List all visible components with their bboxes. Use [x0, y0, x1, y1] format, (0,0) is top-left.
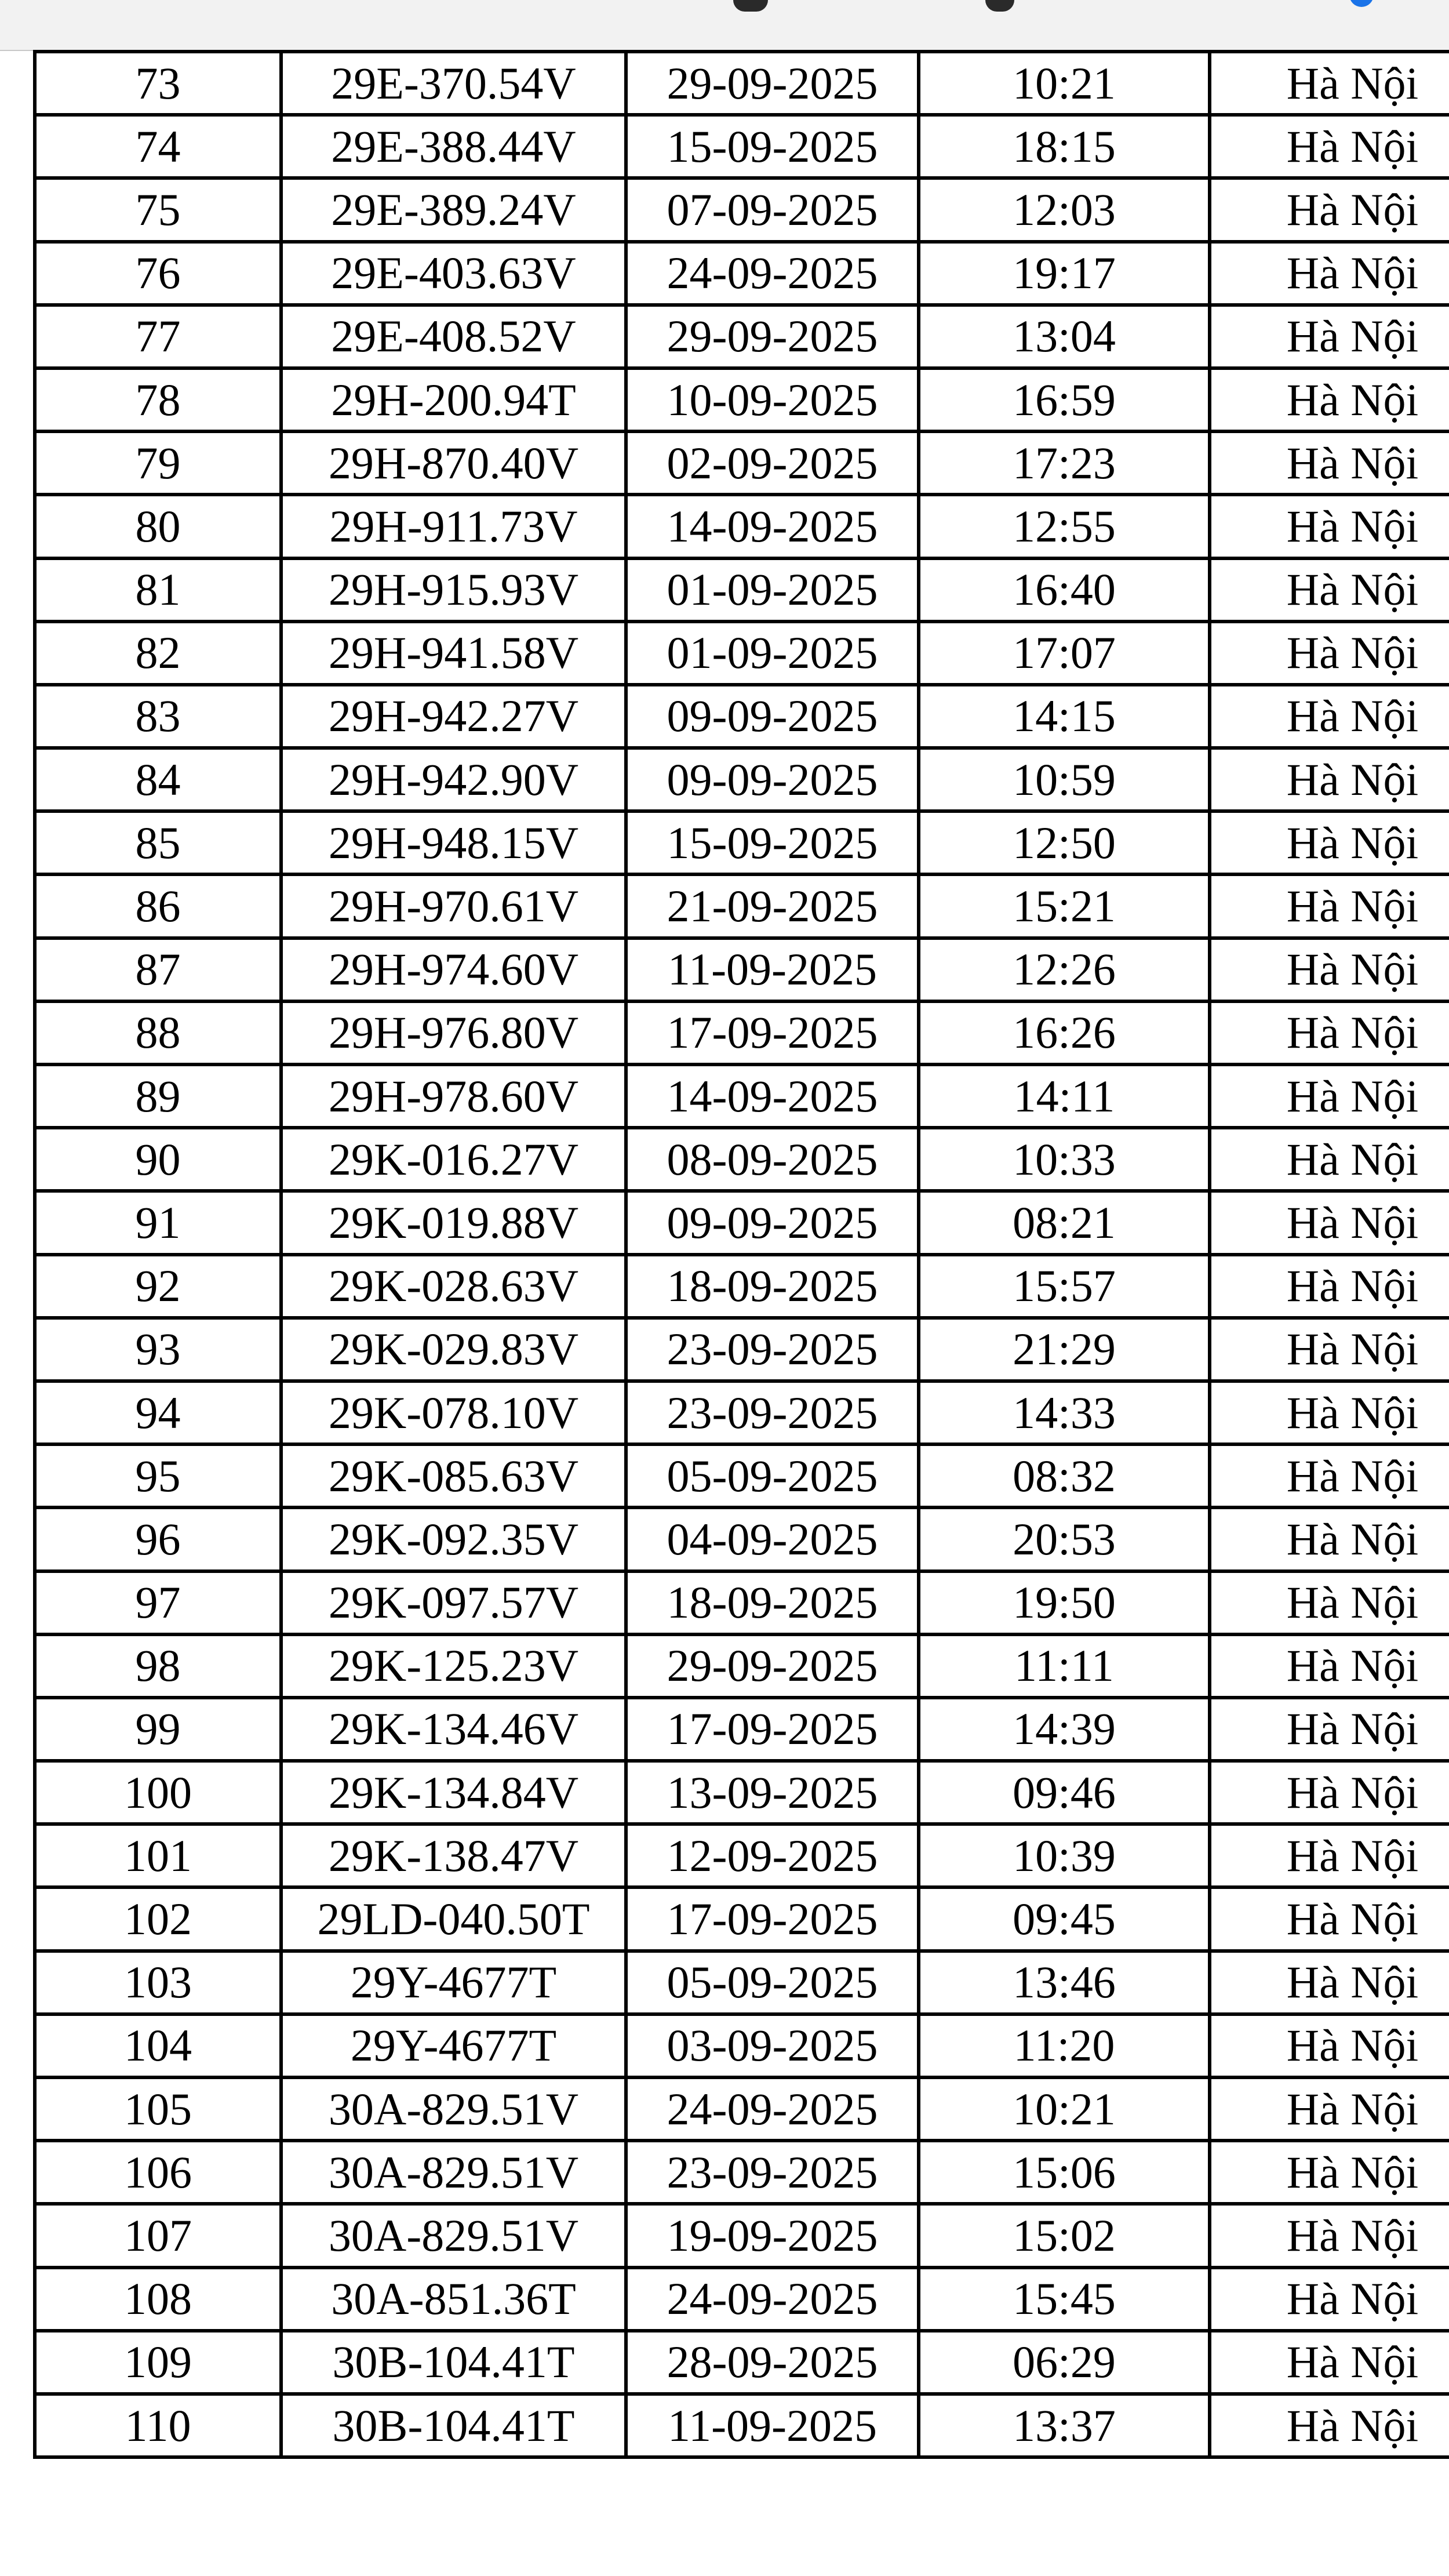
row-number-cell: 80: [35, 495, 281, 558]
license-plate-cell: 29H-915.93V: [281, 558, 626, 622]
row-number-cell: 100: [35, 1761, 281, 1824]
row-number-cell: 83: [35, 685, 281, 748]
date-cell: 17-09-2025: [626, 1698, 919, 1761]
table-row: [35, 1381, 1449, 1444]
row-number-cell: 108: [35, 2268, 281, 2331]
toolbar-partial-icon[interactable]: [1349, 0, 1374, 7]
row-number-cell: 86: [35, 874, 281, 938]
table-row: [35, 938, 1449, 1001]
time-cell: 08:32: [919, 1444, 1210, 1507]
time-cell: 15:21: [919, 874, 1210, 938]
table-row: [35, 431, 1449, 495]
row-number-cell: 101: [35, 1824, 281, 1887]
location-cell: Hà Nội: [1210, 2268, 1449, 2331]
row-number-cell: 91: [35, 1191, 281, 1254]
time-cell: 12:50: [919, 811, 1210, 874]
date-cell: 15-09-2025: [626, 811, 919, 874]
license-plate-cell: 29K-078.10V: [281, 1381, 626, 1444]
location-cell: Hà Nội: [1210, 685, 1449, 748]
location-cell: Hà Nội: [1210, 115, 1449, 178]
license-plate-cell: 29H-942.90V: [281, 748, 626, 811]
table-row: [35, 1887, 1449, 1950]
date-cell: 09-09-2025: [626, 748, 919, 811]
time-cell: 09:46: [919, 1761, 1210, 1824]
violations-table-body: [35, 52, 1449, 2457]
license-plate-cell: 29K-028.63V: [281, 1255, 626, 1318]
license-plate-cell: 29LD-040.50T: [281, 1887, 626, 1950]
row-number-cell: 84: [35, 748, 281, 811]
table-row: [35, 1951, 1449, 2014]
date-cell: 17-09-2025: [626, 1887, 919, 1950]
time-cell: 15:06: [919, 2141, 1210, 2204]
time-cell: 10:59: [919, 748, 1210, 811]
license-plate-cell: 29H-974.60V: [281, 938, 626, 1001]
license-plate-cell: 29H-200.94T: [281, 368, 626, 431]
row-number-cell: 110: [35, 2394, 281, 2457]
table-row: [35, 558, 1449, 622]
time-cell: 14:33: [919, 1381, 1210, 1444]
table-row: [35, 52, 1449, 115]
location-cell: Hà Nội: [1210, 495, 1449, 558]
location-cell: Hà Nội: [1210, 558, 1449, 622]
row-number-cell: 90: [35, 1128, 281, 1191]
license-plate-cell: 29Y-4677T: [281, 2014, 626, 2077]
table-row: [35, 1255, 1449, 1318]
row-number-cell: 103: [35, 1951, 281, 2014]
date-cell: 29-09-2025: [626, 305, 919, 368]
table-row: [35, 1824, 1449, 1887]
date-cell: 05-09-2025: [626, 1951, 919, 2014]
table-row: [35, 178, 1449, 241]
location-cell: Hà Nội: [1210, 1761, 1449, 1824]
location-cell: Hà Nội: [1210, 1634, 1449, 1698]
row-number-cell: 74: [35, 115, 281, 178]
row-number-cell: 75: [35, 178, 281, 241]
table-row: [35, 811, 1449, 874]
date-cell: 11-09-2025: [626, 2394, 919, 2457]
date-cell: 21-09-2025: [626, 874, 919, 938]
license-plate-cell: 29K-134.84V: [281, 1761, 626, 1824]
time-cell: 11:20: [919, 2014, 1210, 2077]
license-plate-cell: 29E-388.44V: [281, 115, 626, 178]
date-cell: 14-09-2025: [626, 495, 919, 558]
table-row: [35, 685, 1449, 748]
location-cell: Hà Nội: [1210, 1571, 1449, 1634]
violations-table: [33, 50, 1449, 2459]
location-cell: Hà Nội: [1210, 622, 1449, 685]
row-number-cell: 92: [35, 1255, 281, 1318]
time-cell: 10:21: [919, 52, 1210, 115]
date-cell: 23-09-2025: [626, 1318, 919, 1381]
date-cell: 10-09-2025: [626, 368, 919, 431]
table-row: [35, 1001, 1449, 1064]
location-cell: Hà Nội: [1210, 1381, 1449, 1444]
time-cell: 10:39: [919, 1824, 1210, 1887]
document-viewport[interactable]: [0, 50, 1449, 2576]
location-cell: Hà Nội: [1210, 1255, 1449, 1318]
license-plate-cell: 29K-085.63V: [281, 1444, 626, 1507]
license-plate-cell: 30A-829.51V: [281, 2077, 626, 2141]
table-row: [35, 874, 1449, 938]
license-plate-cell: 29K-016.27V: [281, 1128, 626, 1191]
time-cell: 13:04: [919, 305, 1210, 368]
time-cell: 18:15: [919, 115, 1210, 178]
table-row: [35, 1318, 1449, 1381]
row-number-cell: 73: [35, 52, 281, 115]
license-plate-cell: 29Y-4677T: [281, 1951, 626, 2014]
date-cell: 13-09-2025: [626, 1761, 919, 1824]
location-cell: Hà Nội: [1210, 1191, 1449, 1254]
license-plate-cell: 29K-019.88V: [281, 1191, 626, 1254]
table-row: [35, 368, 1449, 431]
license-plate-cell: 29E-408.52V: [281, 305, 626, 368]
time-cell: 16:59: [919, 368, 1210, 431]
time-cell: 09:45: [919, 1887, 1210, 1950]
time-cell: 14:39: [919, 1698, 1210, 1761]
date-cell: 23-09-2025: [626, 1381, 919, 1444]
date-cell: 12-09-2025: [626, 1824, 919, 1887]
location-cell: Hà Nội: [1210, 1001, 1449, 1064]
table-row: [35, 2268, 1449, 2331]
table-row: [35, 2331, 1449, 2394]
row-number-cell: 99: [35, 1698, 281, 1761]
license-plate-cell: 29K-097.57V: [281, 1571, 626, 1634]
location-cell: Hà Nội: [1210, 2077, 1449, 2141]
table-row: [35, 1698, 1449, 1761]
license-plate-cell: 29K-029.83V: [281, 1318, 626, 1381]
time-cell: 21:29: [919, 1318, 1210, 1381]
table-row: [35, 242, 1449, 305]
time-cell: 12:26: [919, 938, 1210, 1001]
top-toolbar-strip: [0, 0, 1449, 51]
date-cell: 29-09-2025: [626, 1634, 919, 1698]
location-cell: Hà Nội: [1210, 1824, 1449, 1887]
date-cell: 02-09-2025: [626, 431, 919, 495]
time-cell: 13:37: [919, 2394, 1210, 2457]
time-cell: 15:57: [919, 1255, 1210, 1318]
time-cell: 11:11: [919, 1634, 1210, 1698]
location-cell: Hà Nội: [1210, 2141, 1449, 2204]
license-plate-cell: 29H-911.73V: [281, 495, 626, 558]
time-cell: 15:02: [919, 2204, 1210, 2267]
time-cell: 12:55: [919, 495, 1210, 558]
location-cell: Hà Nội: [1210, 1128, 1449, 1191]
license-plate-cell: 29H-941.58V: [281, 622, 626, 685]
license-plate-cell: 29K-138.47V: [281, 1824, 626, 1887]
location-cell: Hà Nội: [1210, 52, 1449, 115]
row-number-cell: 94: [35, 1381, 281, 1444]
date-cell: 14-09-2025: [626, 1064, 919, 1128]
row-number-cell: 77: [35, 305, 281, 368]
license-plate-cell: 30B-104.41T: [281, 2331, 626, 2394]
time-cell: 19:17: [919, 242, 1210, 305]
location-cell: Hà Nội: [1210, 2394, 1449, 2457]
table-row: [35, 1571, 1449, 1634]
date-cell: 01-09-2025: [626, 622, 919, 685]
time-cell: 12:03: [919, 178, 1210, 241]
time-cell: 14:15: [919, 685, 1210, 748]
date-cell: 05-09-2025: [626, 1444, 919, 1507]
time-cell: 19:50: [919, 1571, 1210, 1634]
date-cell: 09-09-2025: [626, 1191, 919, 1254]
date-cell: 08-09-2025: [626, 1128, 919, 1191]
date-cell: 24-09-2025: [626, 2077, 919, 2141]
time-cell: 17:07: [919, 622, 1210, 685]
location-cell: Hà Nội: [1210, 1698, 1449, 1761]
date-cell: 24-09-2025: [626, 2268, 919, 2331]
license-plate-cell: 30A-851.36T: [281, 2268, 626, 2331]
table-row: [35, 115, 1449, 178]
location-cell: Hà Nội: [1210, 811, 1449, 874]
license-plate-cell: 29H-976.80V: [281, 1001, 626, 1064]
date-cell: 24-09-2025: [626, 242, 919, 305]
table-row: [35, 305, 1449, 368]
license-plate-cell: 29H-870.40V: [281, 431, 626, 495]
time-cell: 15:45: [919, 2268, 1210, 2331]
table-row: [35, 1128, 1449, 1191]
date-cell: 04-09-2025: [626, 1507, 919, 1571]
location-cell: Hà Nội: [1210, 1887, 1449, 1950]
license-plate-cell: 29E-370.54V: [281, 52, 626, 115]
license-plate-cell: 29H-948.15V: [281, 811, 626, 874]
location-cell: Hà Nội: [1210, 1064, 1449, 1128]
table-row: [35, 748, 1449, 811]
table-row: [35, 2141, 1449, 2204]
time-cell: 14:11: [919, 1064, 1210, 1128]
row-number-cell: 79: [35, 431, 281, 495]
row-number-cell: 107: [35, 2204, 281, 2267]
table-row: [35, 2204, 1449, 2267]
location-cell: Hà Nội: [1210, 368, 1449, 431]
date-cell: 07-09-2025: [626, 178, 919, 241]
row-number-cell: 95: [35, 1444, 281, 1507]
table-row: [35, 2014, 1449, 2077]
time-cell: 06:29: [919, 2331, 1210, 2394]
license-plate-cell: 29K-125.23V: [281, 1634, 626, 1698]
row-number-cell: 104: [35, 2014, 281, 2077]
row-number-cell: 82: [35, 622, 281, 685]
license-plate-cell: 29K-092.35V: [281, 1507, 626, 1571]
time-cell: 16:40: [919, 558, 1210, 622]
date-cell: 18-09-2025: [626, 1255, 919, 1318]
location-cell: Hà Nội: [1210, 431, 1449, 495]
license-plate-cell: 29H-942.27V: [281, 685, 626, 748]
location-cell: Hà Nội: [1210, 2331, 1449, 2394]
date-cell: 03-09-2025: [626, 2014, 919, 2077]
license-plate-cell: 29H-970.61V: [281, 874, 626, 938]
time-cell: 17:23: [919, 431, 1210, 495]
license-plate-cell: 30B-104.41T: [281, 2394, 626, 2457]
table-row: [35, 495, 1449, 558]
row-number-cell: 89: [35, 1064, 281, 1128]
table-row: [35, 1064, 1449, 1128]
row-number-cell: 81: [35, 558, 281, 622]
location-cell: Hà Nội: [1210, 874, 1449, 938]
row-number-cell: 97: [35, 1571, 281, 1634]
table-row: [35, 622, 1449, 685]
toolbar-partial-glyph: [733, 0, 768, 12]
location-cell: Hà Nội: [1210, 2014, 1449, 2077]
date-cell: 19-09-2025: [626, 2204, 919, 2267]
date-cell: 01-09-2025: [626, 558, 919, 622]
row-number-cell: 76: [35, 242, 281, 305]
time-cell: 10:33: [919, 1128, 1210, 1191]
location-cell: Hà Nội: [1210, 938, 1449, 1001]
time-cell: 13:46: [919, 1951, 1210, 2014]
license-plate-cell: 29H-978.60V: [281, 1064, 626, 1128]
row-number-cell: 105: [35, 2077, 281, 2141]
table-row: [35, 2077, 1449, 2141]
row-number-cell: 96: [35, 1507, 281, 1571]
date-cell: 29-09-2025: [626, 52, 919, 115]
date-cell: 15-09-2025: [626, 115, 919, 178]
date-cell: 18-09-2025: [626, 1571, 919, 1634]
date-cell: 11-09-2025: [626, 938, 919, 1001]
location-cell: Hà Nội: [1210, 1444, 1449, 1507]
table-row: [35, 1507, 1449, 1571]
location-cell: Hà Nội: [1210, 1318, 1449, 1381]
license-plate-cell: 29E-389.24V: [281, 178, 626, 241]
location-cell: Hà Nội: [1210, 242, 1449, 305]
table-row: [35, 1634, 1449, 1698]
time-cell: 08:21: [919, 1191, 1210, 1254]
location-cell: Hà Nội: [1210, 1951, 1449, 2014]
license-plate-cell: 29K-134.46V: [281, 1698, 626, 1761]
location-cell: Hà Nội: [1210, 748, 1449, 811]
row-number-cell: 88: [35, 1001, 281, 1064]
date-cell: 23-09-2025: [626, 2141, 919, 2204]
time-cell: 20:53: [919, 1507, 1210, 1571]
table-row: [35, 1191, 1449, 1254]
row-number-cell: 106: [35, 2141, 281, 2204]
location-cell: Hà Nội: [1210, 2204, 1449, 2267]
license-plate-cell: 30A-829.51V: [281, 2141, 626, 2204]
table-row: [35, 2394, 1449, 2457]
row-number-cell: 93: [35, 1318, 281, 1381]
date-cell: 17-09-2025: [626, 1001, 919, 1064]
row-number-cell: 98: [35, 1634, 281, 1698]
date-cell: 09-09-2025: [626, 685, 919, 748]
table-row: [35, 1444, 1449, 1507]
row-number-cell: 85: [35, 811, 281, 874]
location-cell: Hà Nội: [1210, 305, 1449, 368]
date-cell: 28-09-2025: [626, 2331, 919, 2394]
row-number-cell: 87: [35, 938, 281, 1001]
location-cell: Hà Nội: [1210, 178, 1449, 241]
table-row: [35, 1761, 1449, 1824]
location-cell: Hà Nội: [1210, 1507, 1449, 1571]
time-cell: 10:21: [919, 2077, 1210, 2141]
license-plate-cell: 29E-403.63V: [281, 242, 626, 305]
license-plate-cell: 30A-829.51V: [281, 2204, 626, 2267]
time-cell: 16:26: [919, 1001, 1210, 1064]
row-number-cell: 102: [35, 1887, 281, 1950]
row-number-cell: 109: [35, 2331, 281, 2394]
toolbar-partial-glyph: [985, 0, 1014, 12]
row-number-cell: 78: [35, 368, 281, 431]
